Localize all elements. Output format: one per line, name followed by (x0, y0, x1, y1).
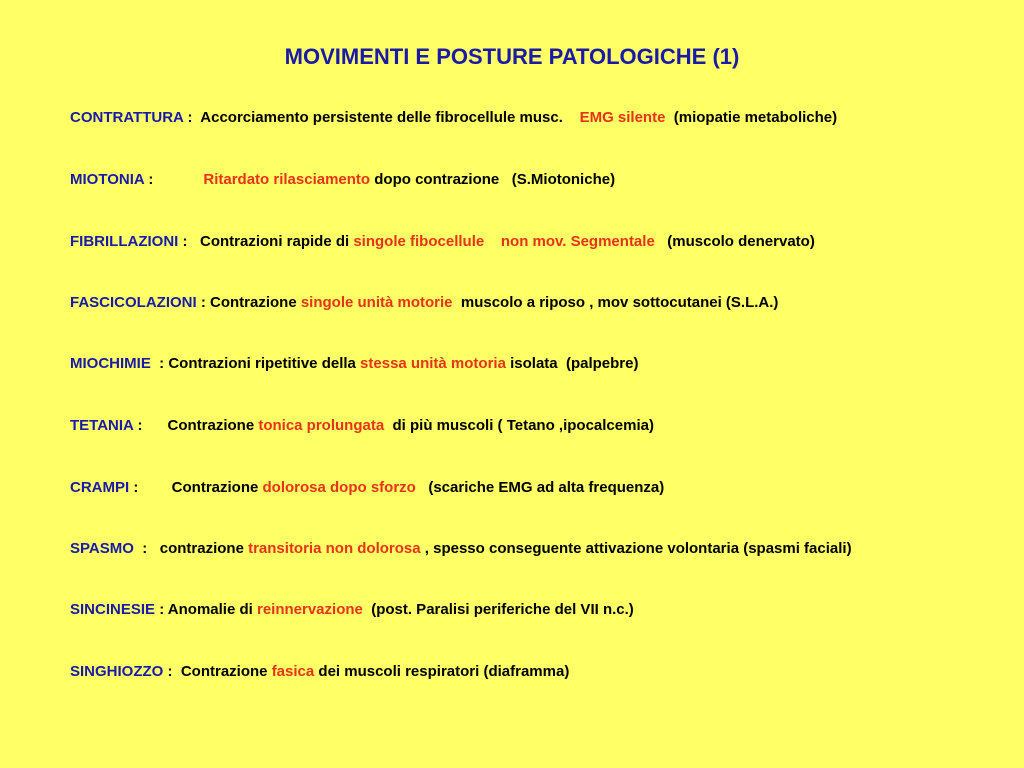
definition-term: SINCINESIE (70, 601, 156, 618)
definition-text: isolata (palpebre) (505, 355, 639, 372)
definition-term: MIOCHIMIE (70, 355, 151, 372)
highlight-text: singole unità motorie (300, 294, 453, 311)
definition-text: : Accorciamento persistente delle fibrocellule musc. (183, 109, 580, 126)
definition-text: dopo contrazione (S.Miotoniche) (370, 171, 616, 188)
highlight-text: singole fibocellule non mov. Segmentale (353, 233, 655, 250)
definition-row (70, 293, 778, 313)
definition-text: , spesso conseguente attivazione volontaria (spasmi faciali) (420, 540, 852, 557)
definition-row (70, 478, 664, 498)
definition-text: : Contrazione (196, 294, 301, 311)
definition-text: (miopatie metaboliche) (665, 109, 838, 126)
definition-row (70, 416, 654, 436)
definition-text: : Anomalie di (155, 601, 257, 618)
slide-title: MOVIMENTI E POSTURE PATOLOGICHE (1) (284, 44, 740, 69)
definition-text: (muscolo denervato) (654, 233, 815, 250)
definition-text: di più muscoli ( Tetano ,ipocalcemia) (384, 417, 654, 434)
definition-row (70, 108, 837, 128)
highlight-text: stessa unità motoria (360, 355, 506, 372)
definition-term: CRAMPI (70, 479, 130, 496)
definition-row (70, 539, 852, 559)
definition-row (70, 232, 815, 252)
definition-text: (post. Paralisi periferiche del VII n.c.) (362, 601, 634, 618)
definition-text: : Contrazione (163, 663, 272, 680)
definition-row (70, 354, 638, 374)
definition-row (70, 662, 569, 682)
highlight-text: dolorosa dopo sforzo (262, 479, 416, 496)
definition-term: SPASMO (70, 540, 134, 557)
definition-text: : Contrazione (133, 417, 259, 434)
definition-term: TETANIA (70, 417, 134, 434)
definition-text: : Contrazione (129, 479, 263, 496)
definition-term: SINGHIOZZO (70, 663, 164, 680)
definition-text: : Contrazioni ripetitive della (150, 355, 361, 372)
definition-term: FASCICOLAZIONI (70, 294, 197, 311)
definition-text: : (144, 171, 204, 188)
definition-term: CONTRATTURA (70, 109, 184, 126)
definition-term: MIOTONIA (70, 171, 145, 188)
highlight-text: fasica (271, 663, 315, 680)
definition-text: : contrazione (133, 540, 249, 557)
definition-text: (scariche EMG ad alta frequenza) (415, 479, 665, 496)
definition-row (70, 170, 615, 190)
definition-text: muscolo a riposo , mov sottocutanei (S.L.A.) (452, 294, 779, 311)
definition-text: : Contrazioni rapide di (178, 233, 354, 250)
definition-term: FIBRILLAZIONI (70, 233, 179, 250)
highlight-text: EMG silente (579, 109, 666, 126)
definition-row (70, 600, 634, 620)
highlight-text: reinnervazione (256, 601, 363, 618)
highlight-text: Ritardato rilasciamento (203, 171, 371, 188)
highlight-text: tonica prolungata (258, 417, 385, 434)
definition-text: dei muscoli respiratori (diaframma) (314, 663, 570, 680)
highlight-text: transitoria non dolorosa (248, 540, 421, 557)
